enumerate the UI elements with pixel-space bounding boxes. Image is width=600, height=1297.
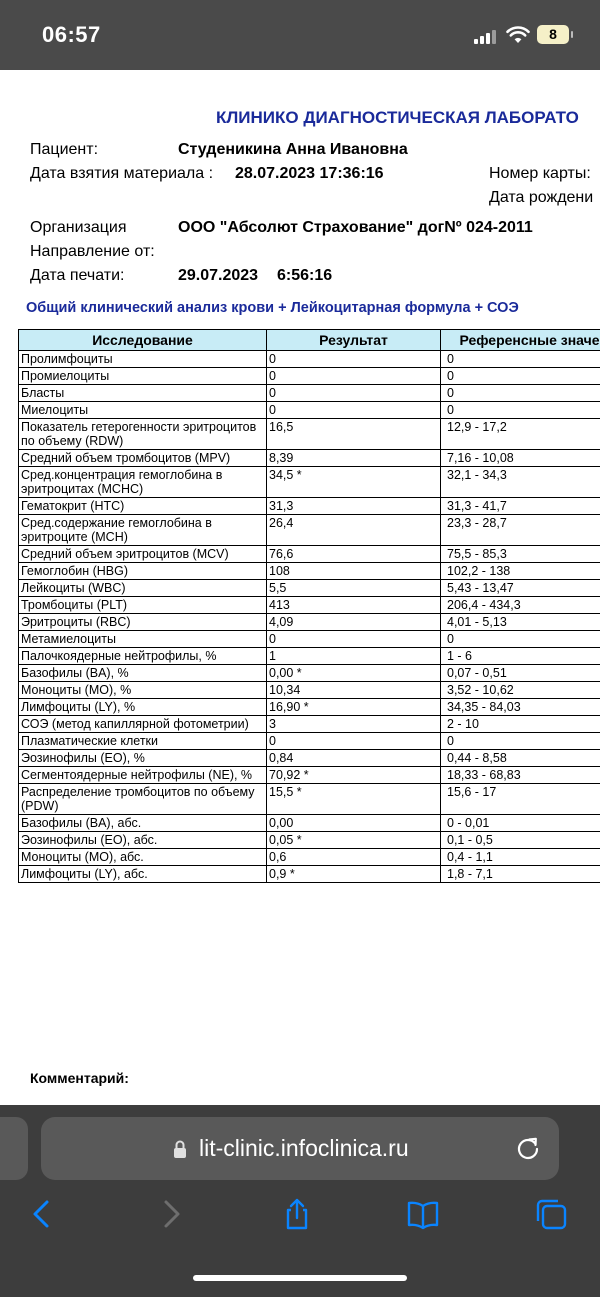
cell-study: Гемоглобин (HBG) (19, 563, 267, 580)
column-header-study: Исследование (19, 330, 267, 351)
cell-reference: 12,9 - 17,2 (441, 419, 600, 450)
cell-reference: 4,01 - 5,13 (441, 614, 600, 631)
cell-study: Показатель гетерогенности эритроцитов по объему (RDW) (19, 419, 267, 450)
table-row (19, 849, 600, 866)
table-row (19, 563, 600, 580)
table-row (19, 402, 600, 419)
cell-reference: 0,4 - 1,1 (441, 849, 600, 866)
cell-result: 70,92 * (267, 767, 441, 784)
cell-result: 16,90 * (267, 699, 441, 716)
referral-label: Направление от: (30, 243, 155, 260)
cell-reference: 1 - 6 (441, 648, 600, 665)
cell-study: Эритроциты (RBC) (19, 614, 267, 631)
cell-reference: 206,4 - 434,3 (441, 597, 600, 614)
cell-reference: 1,8 - 7,1 (441, 866, 600, 883)
print-date: 29.07.2023 (178, 267, 259, 284)
cell-reference: 0,44 - 8,58 (441, 750, 600, 767)
cell-result: 0,00 * (267, 665, 441, 682)
cell-study: Промиелоциты (19, 368, 267, 385)
browser-toolbar (0, 1105, 600, 1297)
table-row (19, 699, 600, 716)
lock-icon (173, 1139, 187, 1159)
cell-study: Эозинофилы (EO), % (19, 750, 267, 767)
cell-result: 31,3 (267, 498, 441, 515)
sample-date: 28.07.2023 17:36:16 (235, 165, 384, 182)
cellular-signal-icon (474, 30, 496, 44)
cell-study: Моноциты (MO), абс. (19, 849, 267, 866)
cell-result: 26,4 (267, 515, 441, 546)
cell-reference: 0 - 0,01 (441, 815, 600, 832)
forward-icon[interactable] (154, 1197, 188, 1231)
cell-reference: 7,16 - 10,08 (441, 450, 600, 467)
table-row (19, 368, 600, 385)
cell-study: Базофилы (BA), абс. (19, 815, 267, 832)
section-title: Общий клинический анализ крови + Лейкоцитарная формула + СОЭ (26, 300, 519, 316)
cell-reference: 23,3 - 28,7 (441, 515, 600, 546)
share-icon[interactable] (280, 1197, 314, 1231)
cell-reference: 15,6 - 17 (441, 784, 600, 815)
cell-study: Сред.содержание гемоглобина в эритроците (MCH) (19, 515, 267, 546)
results-table (18, 329, 600, 883)
table-body (19, 351, 600, 883)
cell-study: Лимфоциты (LY), % (19, 699, 267, 716)
patient-label: Пациент: (30, 141, 99, 158)
organization-value: ООО "Абсолют Страхование" догNº 024-2011 (178, 219, 533, 236)
cell-reference: 31,3 - 41,7 (441, 498, 600, 515)
card-number-label: Номер карты: (489, 165, 591, 182)
cell-study: Эозинофилы (EO), абс. (19, 832, 267, 849)
patient-name: Студеникина Анна Ивановна (178, 141, 408, 158)
cell-result: 34,5 * (267, 467, 441, 498)
cell-reference: 34,35 - 84,03 (441, 699, 600, 716)
cell-study: Базофилы (BA), % (19, 665, 267, 682)
cell-study: Средний объем эритроцитов (MCV) (19, 546, 267, 563)
cell-result: 16,5 (267, 419, 441, 450)
status-time: 06:57 (42, 22, 101, 47)
url-text: lit-clinic.infoclinica.ru (199, 1135, 409, 1161)
cell-result: 76,6 (267, 546, 441, 563)
cell-reference: 0 (441, 385, 600, 402)
cell-result: 0,6 (267, 849, 441, 866)
cell-result: 3 (267, 716, 441, 733)
cell-reference: 3,52 - 10,62 (441, 682, 600, 699)
table-row (19, 832, 600, 849)
cell-reference: 0 (441, 368, 600, 385)
cell-result: 108 (267, 563, 441, 580)
cell-reference: 2 - 10 (441, 716, 600, 733)
cell-reference: 0,07 - 0,51 (441, 665, 600, 682)
cell-reference: 0,1 - 0,5 (441, 832, 600, 849)
table-row (19, 648, 600, 665)
bookmarks-icon[interactable] (406, 1197, 440, 1231)
cell-result: 0,9 * (267, 866, 441, 883)
cell-reference: 75,5 - 85,3 (441, 546, 600, 563)
wifi-icon (506, 26, 530, 44)
comment-label: Комментарий: (30, 1070, 129, 1086)
cell-study: Лейкоциты (WBC) (19, 580, 267, 597)
table-row (19, 784, 600, 815)
address-bar[interactable] (41, 1117, 559, 1180)
table-row (19, 716, 600, 733)
cell-study: Тромбоциты (PLT) (19, 597, 267, 614)
cell-result: 5,5 (267, 580, 441, 597)
table-row (19, 665, 600, 682)
cell-reference: 18,33 - 68,83 (441, 767, 600, 784)
birth-date-label: Дата рождени (489, 189, 594, 206)
cell-result: 10,34 (267, 682, 441, 699)
cell-result: 0 (267, 631, 441, 648)
cell-study: Метамиелоциты (19, 631, 267, 648)
cell-study: Плазматические клетки (19, 733, 267, 750)
table-row (19, 815, 600, 832)
table-row (19, 597, 600, 614)
previous-tab-preview[interactable] (0, 1117, 28, 1180)
cell-study: Распределение тромбоцитов по объему (PDW) (19, 784, 267, 815)
cell-result: 4,09 (267, 614, 441, 631)
cell-study: Гематокрит (HTC) (19, 498, 267, 515)
page-title: КЛИНИКО ДИАГНОСТИЧЕСКАЯ ЛАБОРАТО (216, 108, 579, 127)
cell-result: 0 (267, 385, 441, 402)
tabs-icon[interactable] (534, 1197, 568, 1231)
table-row (19, 631, 600, 648)
reload-icon[interactable] (515, 1135, 541, 1161)
cell-reference: 0 (441, 733, 600, 750)
cell-reference: 102,2 - 138 (441, 563, 600, 580)
cell-reference: 32,1 - 34,3 (441, 467, 600, 498)
cell-result: 0 (267, 368, 441, 385)
table-row (19, 498, 600, 515)
cell-study: Миелоциты (19, 402, 267, 419)
table-row (19, 385, 600, 402)
cell-result: 413 (267, 597, 441, 614)
organization-label: Организация (30, 219, 127, 236)
table-row (19, 580, 600, 597)
cell-result: 8,39 (267, 450, 441, 467)
table-row (19, 546, 600, 563)
table-row (19, 351, 600, 368)
table-row (19, 682, 600, 699)
cell-study: Сред.концентрация гемоглобина в эритроцитах (MCHC) (19, 467, 267, 498)
cell-study: Палочкоядерные нейтрофилы, % (19, 648, 267, 665)
cell-study: Пролимфоциты (19, 351, 267, 368)
table-header-row (19, 330, 600, 351)
back-icon[interactable] (25, 1197, 59, 1231)
status-bar (0, 0, 600, 70)
table-row (19, 419, 600, 450)
table-row (19, 450, 600, 467)
cell-reference: 0 (441, 631, 600, 648)
print-date-label: Дата печати: (30, 267, 125, 284)
cell-result: 0 (267, 402, 441, 419)
sample-date-label: Дата взятия материала : (30, 165, 214, 182)
home-indicator[interactable] (193, 1275, 407, 1281)
table-row (19, 614, 600, 631)
cell-study: Моноциты (MO), % (19, 682, 267, 699)
print-time: 6:56:16 (277, 267, 333, 284)
cell-reference: 5,43 - 13,47 (441, 580, 600, 597)
table-row (19, 467, 600, 498)
cell-result: 0,00 (267, 815, 441, 832)
cell-result: 0 (267, 733, 441, 750)
column-header-result: Результат (267, 330, 441, 351)
cell-study: СОЭ (метод капиллярной фотометрии) (19, 716, 267, 733)
cell-study: Бласты (19, 385, 267, 402)
cell-result: 0,05 * (267, 832, 441, 849)
table-row (19, 733, 600, 750)
cell-study: Сегментоядерные нейтрофилы (NE), % (19, 767, 267, 784)
report-page (0, 70, 600, 1105)
cell-reference: 0 (441, 351, 600, 368)
battery-icon: 8 (537, 25, 569, 44)
table-row (19, 750, 600, 767)
cell-result: 15,5 * (267, 784, 441, 815)
table-row (19, 866, 600, 883)
column-header-reference: Референсные значе (441, 330, 600, 351)
cell-result: 0,84 (267, 750, 441, 767)
cell-result: 0 (267, 351, 441, 368)
cell-study: Средний объем тромбоцитов (MPV) (19, 450, 267, 467)
cell-reference: 0 (441, 402, 600, 419)
table-row (19, 515, 600, 546)
cell-study: Лимфоциты (LY), абс. (19, 866, 267, 883)
table-row (19, 767, 600, 784)
cell-result: 1 (267, 648, 441, 665)
